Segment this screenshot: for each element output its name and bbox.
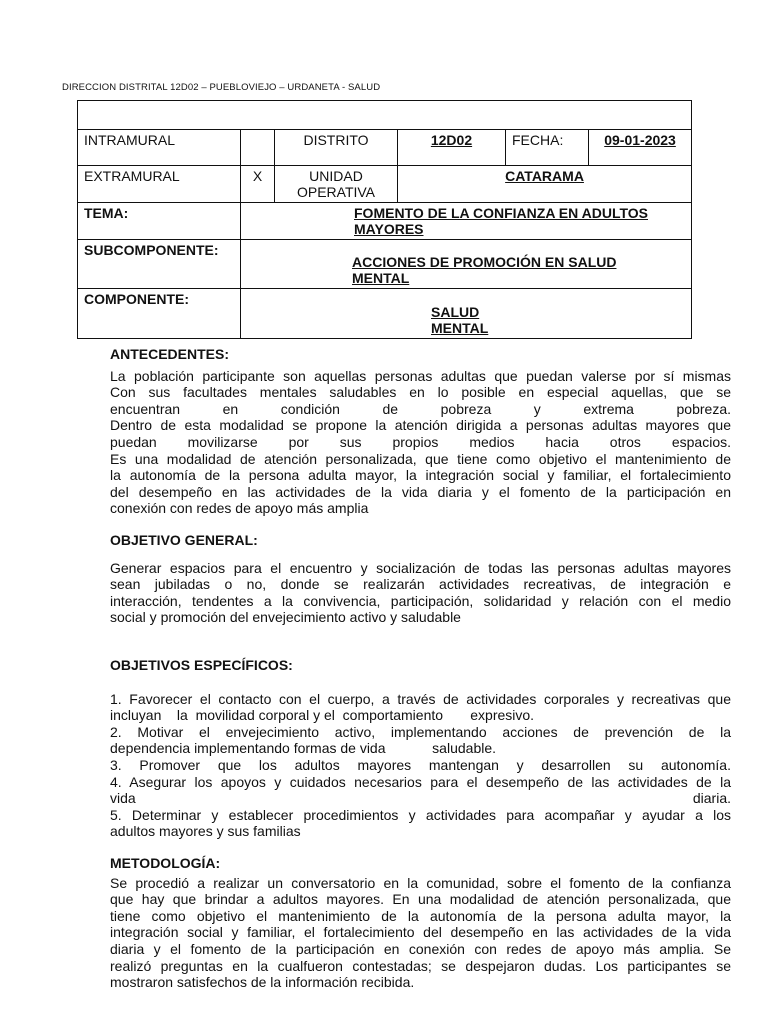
document-header: DIRECCION DISTRITAL 12D02 – PUEBLOVIEJO – URDANETA - SALUD	[62, 82, 381, 93]
metodologia-line: mostraron satisfechos de la información recibida.	[110, 974, 415, 991]
intramural-label: INTRAMURAL	[78, 130, 241, 166]
antecedentes-section	[110, 346, 731, 517]
extramural-label: EXTRAMURAL	[78, 166, 241, 203]
componente-value	[241, 289, 692, 339]
unidad-operativa-label	[275, 166, 398, 203]
tema-label: TEMA:	[78, 203, 241, 240]
componente-value-line-2: MENTAL	[431, 320, 489, 336]
fecha-value: 09-01-2023	[589, 130, 692, 166]
componente-value-line-1: SALUD	[431, 304, 480, 320]
componente-label: COMPONENTE:	[78, 289, 241, 339]
antecedentes-line: encuentran en condición de pobreza y extrema pobreza.	[110, 400, 731, 417]
tema-value-line-2: MAYORES	[354, 221, 424, 237]
antecedentes-line: conexión con redes de apoyo más amplia	[110, 500, 369, 517]
tema-value-line-1: FOMENTO DE LA CONFIANZA EN ADULTOS	[354, 205, 648, 221]
antecedentes-line: Es una modalidad de atención personalizada, que tiene como objetivo el mantenimiento de	[110, 450, 731, 467]
metodologia-line: realizó preguntas en la cualfueron contestadas; se despejaron dudas. Los participantes se	[110, 957, 731, 974]
objetivos-especificos-heading: OBJETIVOS ESPECÍFICOS:	[110, 657, 293, 673]
subcomponente-label: SUBCOMPONENTE:	[78, 240, 241, 289]
objetivo-general-line: social y promoción del envejecimiento activo y saludable	[110, 609, 461, 626]
objetivo-especifico-line: 3. Promover que los adultos mayores mantengan y desarrollen su autonomía.	[110, 756, 731, 773]
antecedentes-heading: ANTECEDENTES:	[110, 346, 230, 362]
metodologia-line: diaria y el fomento de la participación en conexión con redes de apoyo más amplia. Se	[110, 940, 731, 957]
antecedentes-line: La población participante son aquellas personas adultas que puedan valerse por sí mismas	[110, 367, 731, 384]
objetivo-especifico-line: adultos mayores y sus familias	[110, 823, 301, 840]
objetivo-general-section	[110, 532, 731, 626]
objetivo-especifico-line: 2. Motivar el envejecimiento activo, implementando acciones de prevención de la	[110, 723, 731, 740]
intramural-mark	[241, 130, 275, 166]
distrito-value: 12D02	[398, 130, 506, 166]
objetivo-especifico-line: vida diaria.	[110, 790, 731, 807]
antecedentes-line: la autonomía de la persona adulta mayor, la integración social y familiar, el fortalecimiento	[110, 467, 731, 484]
metodologia-line: Se procedió a realizar un conversatorio en la comunidad, sobre el fomento de la confianza	[110, 874, 731, 891]
objetivo-especifico-line: 5. Determinar y establecer procedimientos y actividades para acompañar y ayudar a los	[110, 806, 731, 823]
objetivo-especifico-line: incluyan la movilidad corporal y el comportamiento expresivo.	[110, 707, 535, 724]
objetivo-especifico-line: 4. Asegurar los apoyos y cuidados necesarios para el desempeño de las actividades de la	[110, 773, 731, 790]
unidad-label-line-2: OPERATIVA	[296, 184, 376, 200]
metodologia-line: tiene como objetivo el mantenimiento de la autonomía de la persona adulta mayor, la	[110, 907, 731, 924]
objetivo-general-line: sean jubiladas o no, donde se realizarán actividades recreativas, de integración e	[110, 576, 731, 593]
unidad-label-line-1: UNIDAD	[309, 168, 363, 184]
tema-value	[241, 203, 692, 240]
subcomponente-value-line-1: ACCIONES DE PROMOCIÓN EN SALUD	[352, 254, 617, 270]
objetivo-especifico-line: dependencia implementando formas de vida saludable.	[110, 740, 497, 757]
activity-form-table	[77, 100, 692, 339]
objetivo-general-line: Generar espacios para el encuentro y socialización de todas las personas adultas mayores	[110, 559, 731, 576]
objetivos-especificos-section	[110, 657, 731, 840]
fecha-label: FECHA:	[506, 130, 589, 166]
antecedentes-line: Dentro de esta modalidad se propone la atención dirigida a personas adultas mayores que	[110, 417, 731, 434]
form-empty-top-row	[78, 101, 692, 130]
antecedentes-line: del desempeño en las actividades de la vida diaria y el fomento de la participación en	[110, 483, 731, 500]
antecedentes-line: puedan movilizarse por sus propios medios hacia otros espacios.	[110, 433, 731, 450]
extramural-mark: X	[241, 166, 275, 203]
metodologia-section	[110, 855, 731, 991]
distrito-label: DISTRITO	[275, 130, 398, 166]
antecedentes-line: Con sus facultades mentales saludables en lo posible en especial aquellas, que se	[110, 384, 731, 401]
objetivo-general-heading: OBJETIVO GENERAL:	[110, 532, 258, 548]
metodologia-line: integración social y familiar, el fortalecimiento del desempeño en las actividades de la vida	[110, 924, 731, 941]
unidad-operativa-value: CATARAMA	[398, 166, 692, 203]
metodologia-heading: METODOLOGÍA:	[110, 855, 221, 871]
objetivo-especifico-line: 1. Favorecer el contacto con el cuerpo, a través de actividades corporales y recreativas que	[110, 690, 731, 707]
subcomponente-value	[241, 240, 692, 289]
subcomponente-value-line-2: MENTAL	[352, 270, 410, 286]
metodologia-line: que hay que brindar a adultos mayores. En una modalidad de atención personalizada, que	[110, 891, 731, 908]
objetivo-general-line: interacción, tendentes a la convivencia, participación, solidaridad y relación con el medio	[110, 592, 731, 609]
